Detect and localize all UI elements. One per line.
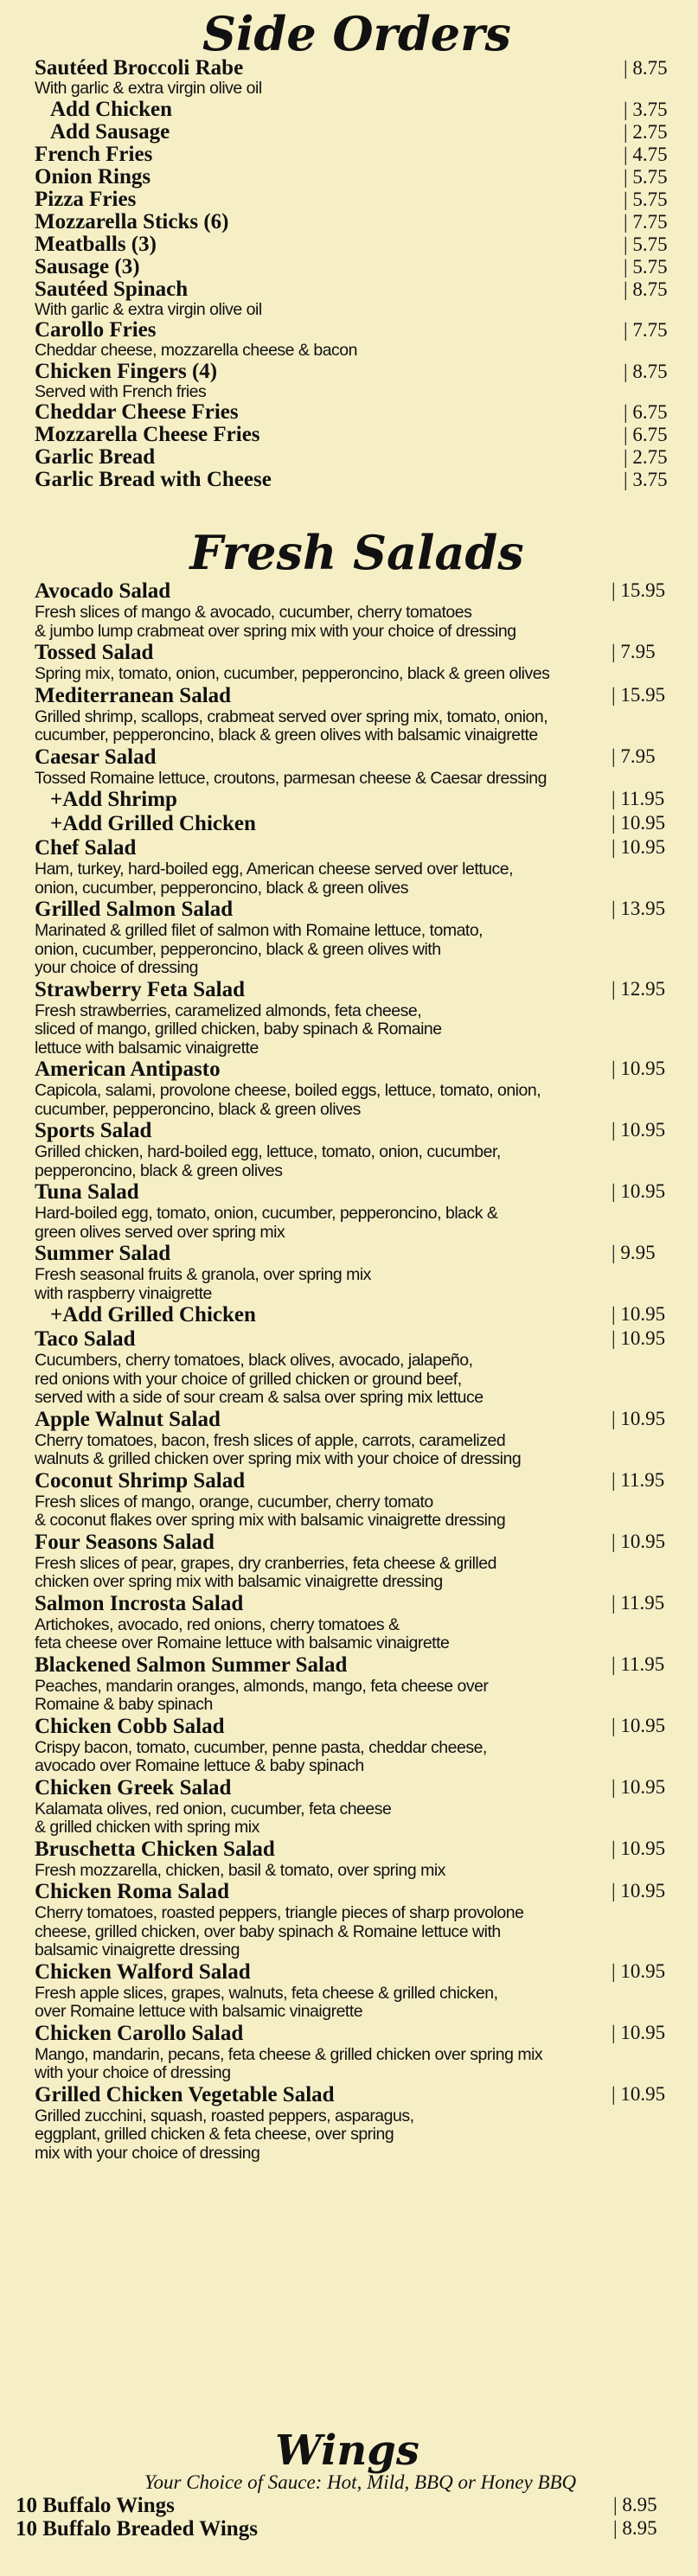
menu-item-description: Fresh slices of pear, grapes, dry cranberries, feta cheese & grilled chicken over spring mix with balsamic vinaigrette dressing [35,1553,496,1591]
menu-item-name: Summer Salad [35,1242,171,1265]
menu-item-name: Sautéed Spinach [35,277,189,301]
menu-item-row [35,401,679,424]
menu-item-price: | 5.75 [624,189,679,211]
menu-item [35,166,679,189]
menu-item-row [16,2517,679,2541]
menu-item-name: French Fries [35,142,153,166]
menu-item-price: | 11.95 [612,788,679,810]
wings-section [16,2426,679,2541]
menu-item-name: Salmon Incrosta Salad [35,1591,244,1615]
menu-item-name: Chicken Cobb Salad [35,1714,225,1738]
menu-item [35,361,679,402]
menu-item-name: Chicken Carollo Salad [35,2021,244,2045]
menu-item-description: Grilled zucchini, squash, roasted peppers, asparagus, eggplant, grilled chicken & feta cheese, over spring mix with your choice of dressing [35,2106,414,2163]
menu-item-name: Onion Rings [35,164,151,189]
menu-item-row [35,1180,679,1205]
menu-item-price: | 10.95 [612,1838,679,1860]
menu-item [35,256,679,278]
menu-item-price: | 2.75 [624,446,679,469]
menu-item-row [35,233,679,256]
menu-item-price: | 8.75 [624,361,679,383]
menu-item-description: Grilled shrimp, scallops, crabmeat served over spring mix, tomato, onion, cucumber, pepperoncino, black & green olives with balsamic vinaigrette [35,706,548,745]
menu-item-description: Fresh apple slices, grapes, walnuts, feta cheese & grilled chicken, over Romaine lettuce with balsamic vinaigrette [35,1983,498,2021]
menu-item-row [35,1327,679,1352]
menu-item-price: | 13.95 [612,898,679,920]
menu-item-name: Apple Walnut Salad [35,1407,221,1431]
menu-item [35,1327,679,1408]
menu-item-price: | 15.95 [612,579,679,602]
menu-item-description: Cherry tomatoes, roasted peppers, triangle pieces of sharp provolone cheese, grilled chicken, over baby spinach & Romaine lettuce with balsamic vinaigrette dressing [35,1903,524,1959]
menu-item [35,1303,679,1327]
menu-item-description: Cheddar cheese, mozzarella cheese & bacon [35,341,357,360]
menu-item-row [35,1469,679,1493]
menu-item-row [35,1242,679,1266]
fresh-salads-list [35,579,679,2163]
menu-item [35,1960,679,2022]
menu-item-description: Fresh mozzarella, chicken, basil & tomato, over spring mix [35,1860,445,1880]
menu-item-name: Blackened Salmon Summer Salad [35,1652,348,1677]
menu-item [35,424,679,446]
menu-item-row [35,978,679,1002]
menu-item-description: Kalamata olives, red onion, cucumber, feta cheese & grilled chicken with spring mix [35,1799,392,1837]
menu-item-price: | 10.95 [612,1408,679,1430]
menu-item-row [35,166,679,189]
menu-item [35,233,679,256]
menu-item-description: Ham, turkey, hard-boiled egg, American cheese served over lettuce, onion, cucumber, pepperoncino, black & green olives [35,860,514,898]
menu-item-row [35,1119,679,1143]
menu-item-row [35,1880,679,1904]
menu-item-name: Sausage (3) [35,254,140,278]
wings-sauce-note: Your Choice of Sauce: Hot, Mild, BBQ or Honey BBQ [144,2471,577,2493]
menu-item [35,898,679,978]
menu-item-price: | 6.75 [624,401,679,424]
menu-item-price: | 15.95 [612,684,679,706]
menu-item-description: Fresh slices of mango & avocado, cucumber, cherry tomatoes & jumbo lump crabmeat over spring mix with your choice of dressing [35,603,516,641]
menu-item-description: Spring mix, tomato, onion, cucumber, pepperoncino, black & green olives [35,664,550,683]
menu-item-name: 10 Buffalo Breaded Wings [16,2517,258,2541]
menu-item-description: Cucumbers, cherry tomatoes, black olives, avocado, jalapeño, red onions with your choice of grilled chicken or ground beef, served with a side of sour cream & salsa over spring mix lettuce [35,1351,483,1407]
menu-item [35,812,679,836]
menu-item-row [35,745,679,770]
menu-item-row [35,1776,679,1800]
menu-item [35,99,679,121]
menu-item-name: Mozzarella Sticks (6) [35,209,229,233]
menu-item-name: Tossed Salad [35,641,154,664]
menu-item-name: Mozzarella Cheese Fries [35,423,260,446]
menu-item-description: Fresh slices of mango, orange, cucumber, cherry tomato & coconut flakes over spring mix with balsamic vinaigrette dressing [35,1492,506,1530]
menu-item-name: Pizza Fries [35,187,137,211]
menu-item-name: American Antipasto [35,1058,221,1081]
menu-item-row [35,144,679,166]
menu-item-name: Caesar Salad [35,745,157,769]
menu-item-price: | 8.95 [613,2517,679,2540]
menu-item-row [35,319,679,342]
menu-item-price: | 5.75 [624,256,679,278]
menu-item-row [16,2494,679,2517]
menu-item [35,1058,679,1119]
wings-list [16,2494,679,2541]
menu-item [35,1119,679,1180]
menu-item [35,684,679,745]
menu-item-row [35,1592,679,1616]
menu-item-name: Avocado Salad [35,579,171,603]
menu-item-row [35,1303,679,1327]
menu-item-name: 10 Buffalo Wings [16,2494,175,2517]
menu-item-name: Tuna Salad [35,1180,139,1204]
menu-item-price: | 3.75 [624,99,679,121]
menu-item-price: | 7.75 [624,319,679,342]
menu-item-description: Fresh strawberries, caramelized almonds, feta cheese, sliced of mango, grilled chicken, baby spinach & Romaine lettuce with balsamic vinaigrette [35,1000,442,1058]
menu-item-description: With garlic & extra virgin olive oil [35,79,262,98]
menu-item-name: Sautéed Broccoli Rabe [35,56,244,80]
menu-item-price: | 7.75 [624,211,679,233]
menu-item [35,319,679,361]
menu-item [35,446,679,469]
menu-item-price: | 8.95 [613,2494,679,2516]
menu-item-name: Strawberry Feta Salad [35,977,246,1001]
menu-item-price: | 10.95 [612,1880,679,1902]
menu-item-description: Hard-boiled egg, tomato, onion, cucumber, pepperoncino, black & green olives served over spring mix [35,1204,498,1242]
menu-item [35,144,679,166]
menu-item-price: | 11.95 [612,1592,679,1614]
menu-item-price: | 5.75 [624,233,679,256]
menu-item-price: | 5.75 [624,166,679,189]
menu-item [35,469,679,491]
menu-item-row [35,1058,679,1082]
menu-item-price: | 8.75 [624,278,679,301]
menu-item-row [35,211,679,233]
menu-item [35,211,679,233]
menu-item-name: Add Chicken [50,97,173,121]
menu-item-description: Grilled chicken, hard-boiled egg, lettuce, tomato, onion, cucumber, pepperoncino, black & green olives [35,1142,501,1180]
menu-item [35,278,679,320]
menu-item-row [35,99,679,121]
menu-item [35,1408,679,1469]
menu-item-row [35,898,679,922]
menu-item-price: | 11.95 [612,1653,679,1676]
menu-item [35,121,679,144]
menu-item-name: Coconut Shrimp Salad [35,1468,246,1493]
menu-item-row [35,189,679,211]
menu-item-row [35,278,679,301]
menu-item-description: Crispy bacon, tomato, cucumber, penne pasta, cheddar cheese, avocado over Romaine lettuce & baby spinach [35,1737,487,1775]
menu-item-description: Mango, mandarin, pecans, feta cheese & grilled chicken over spring mix with your choice of dressing [35,2044,543,2082]
menu-item-name: Garlic Bread [35,445,156,469]
menu-item-price: | 2.75 [624,121,679,144]
menu-item [35,2083,679,2164]
menu-item [35,57,679,99]
menu-item-row [35,57,679,80]
menu-item [35,1880,679,1960]
side-orders-list [35,57,679,491]
menu-item [35,788,679,812]
menu-item-row [35,684,679,708]
menu-item-name: Taco Salad [35,1327,136,1351]
menu-item-row [35,2022,679,2046]
menu-item-name: +Add Grilled Chicken [50,1303,256,1326]
menu-item-row [35,469,679,491]
menu-item-price: | 10.95 [612,2083,679,2106]
menu-item-row [35,1531,679,1555]
menu-item-price: | 7.95 [612,745,679,768]
menu-item [35,579,679,641]
menu-item-name: Chef Salad [35,836,137,860]
menu-item-name: Four Seasons Salad [35,1530,215,1554]
menu-item-price: | 10.95 [612,812,679,834]
menu-item-price: | 7.95 [612,641,679,663]
menu-item-row [35,361,679,383]
menu-item-row [35,1838,679,1862]
menu-item-price: | 10.95 [612,1303,679,1326]
menu-item-row [35,256,679,278]
menu-item-name: Chicken Walford Salad [35,1959,251,1984]
menu-item [35,1776,679,1838]
menu-item-price: | 12.95 [612,978,679,1000]
menu-item-name: Carollo Fries [35,318,157,342]
side-orders-title: Side Orders [202,6,511,61]
menu-item-price: | 8.75 [624,57,679,80]
menu-item-description: Cherry tomatoes, bacon, fresh slices of apple, carrots, caramelized walnuts & grilled chicken over spring mix with your choice of dressing [35,1430,522,1468]
menu-item-price: | 10.95 [612,1327,679,1350]
menu-item-description: Capicola, salami, provolone cheese, boiled eggs, lettuce, tomato, onion, cucumber, pepperoncino, black & green olives [35,1081,541,1119]
menu-item-price: | 6.75 [624,424,679,446]
menu-item-price: | 10.95 [612,1058,679,1080]
menu-item [35,745,679,789]
menu-item [35,1592,679,1653]
menu-item-price: | 10.95 [612,1531,679,1553]
fresh-salads-section [35,525,679,2163]
menu-item-row [35,424,679,446]
menu-item-price: | 9.95 [612,1242,679,1264]
menu-item-price: | 10.95 [612,1960,679,1983]
menu-item-description: Peaches, mandarin oranges, almonds, mango, feta cheese over Romaine & baby spinach [35,1676,489,1714]
menu-item-row [35,1715,679,1739]
menu-item [35,641,679,684]
menu-item-price: | 10.95 [612,2022,679,2044]
menu-item [35,189,679,211]
menu-item [35,2022,679,2083]
menu-item-price: | 10.95 [612,1180,679,1203]
menu-item-price: | 10.95 [612,1119,679,1141]
menu-item-name: Chicken Greek Salad [35,1775,232,1799]
menu-item [35,1715,679,1776]
menu-item-name: +Add Shrimp [50,788,177,811]
menu-item [35,401,679,424]
menu-item-description: Artichokes, avocado, red onions, cherry tomatoes & feta cheese over Romaine lettuce with balsamic vinaigrette [35,1614,450,1652]
menu-item-row [35,812,679,836]
menu-item-description: Served with French fries [35,381,207,401]
menu-item-price: | 4.75 [624,144,679,166]
menu-item [35,1838,679,1881]
menu-item-price: | 10.95 [612,1715,679,1737]
menu-item-name: Mediterranean Salad [35,683,232,707]
menu-item-row [35,1653,679,1678]
menu-item-price: | 10.95 [612,1776,679,1799]
menu-item [35,978,679,1058]
menu-item-row [35,121,679,144]
menu-item [35,1653,679,1715]
menu-item [16,2517,679,2541]
menu-item-description: With garlic & extra virgin olive oil [35,299,262,319]
menu-item [16,2494,679,2517]
fresh-salads-title: Fresh Salads [189,525,524,580]
menu-item-name: Cheddar Cheese Fries [35,400,239,424]
side-orders-section [35,6,679,491]
menu-item-description: Tossed Romaine lettuce, croutons, parmesan cheese & Caesar dressing [35,768,547,788]
menu-item-price: | 11.95 [612,1469,679,1492]
menu-item-name: Sports Salad [35,1119,152,1142]
menu-item-description: Marinated & grilled filet of salmon with Romaine lettuce, tomato, onion, cucumber, pepperoncino, black & green olives with your choice of dressing [35,921,483,977]
menu-item-name: Garlic Bread with Cheese [35,468,272,491]
menu-item-name: Grilled Chicken Vegetable Salad [35,2082,335,2106]
menu-item-name: Chicken Fingers (4) [35,359,218,383]
menu-item-row [35,1960,679,1985]
menu-item-price: | 10.95 [612,836,679,859]
menu-item-price: | 3.75 [624,469,679,491]
menu-item-row [35,1408,679,1432]
menu-item-row [35,788,679,812]
menu-item [35,836,679,898]
menu-item-description: Fresh seasonal fruits & granola, over spring mix with raspberry vinaigrette [35,1265,371,1303]
menu-item [35,1531,679,1592]
wings-title: Wings [275,2426,419,2475]
menu-item-name: Bruschetta Chicken Salad [35,1837,275,1861]
menu-item-row [35,2083,679,2107]
menu-item-row [35,641,679,665]
menu-item [35,1180,679,1242]
menu-item-name: Grilled Salmon Salad [35,898,234,921]
menu-item [35,1242,679,1303]
menu-item-row [35,836,679,860]
menu-item [35,1469,679,1531]
menu-item-row [35,446,679,469]
menu-item-name: Add Sausage [50,119,170,144]
menu-item-row [35,579,679,604]
menu-item-name: Chicken Roma Salad [35,1880,230,1903]
menu-item-name: +Add Grilled Chicken [50,812,256,835]
menu-item-name: Meatballs (3) [35,232,157,256]
